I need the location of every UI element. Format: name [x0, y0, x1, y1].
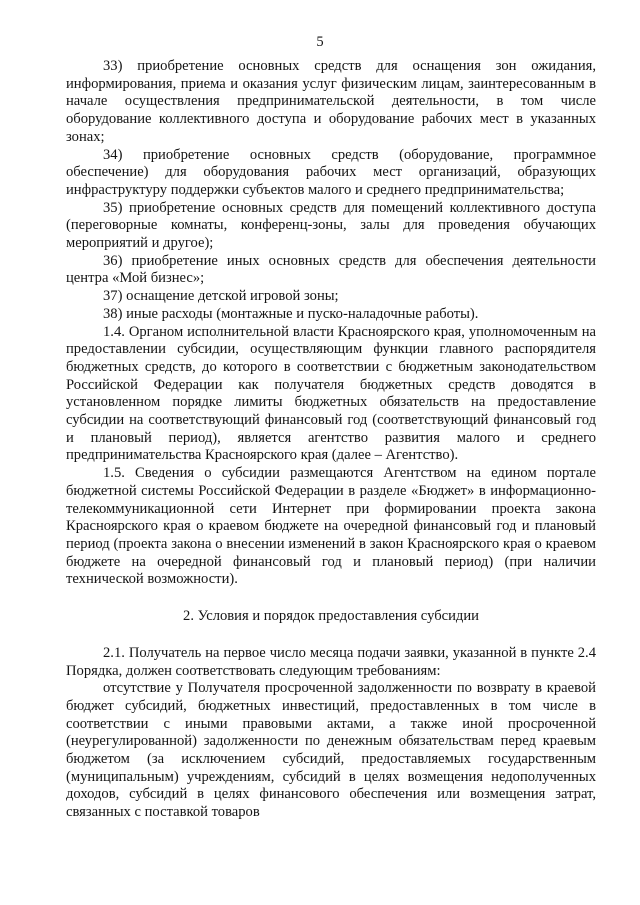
list-item-34: 34) приобретение основных средств (оборудование, программное обеспечение) для оборудования рабочих мест организаций, образующих инфраструктуру поддержки субъектов малого и среднего предпринимательства; [66, 146, 596, 198]
section-heading: 2. Условия и порядок предоставления субсидии [183, 608, 479, 625]
requirement-paragraph: отсутствие у Получателя просроченной задолженности по возврату в краевой бюджет субсидий, бюджетных инвестиций, предоставленных в том числе в соответствии с иными правовыми актами, а также иной просроченной (неурегулированной) задолженности по денежным обязательствам перед краевым бюджетом (за исключением субсидий, предоставляемых государственным (муниципальным) учреждениям, субсидий в целях возмещения недополученных доходов, субсидий в целях финансового обеспечения или возмещения затрат, связанных с поставкой товаров [66, 680, 596, 821]
list-item-35: 35) приобретение основных средств для помещений коллективного доступа (переговорные комнаты, конференц-зоны, залы для проведения обучающих мероприятий и другое); [66, 199, 596, 252]
list-item-36: 36) приобретение иных основных средств для обеспечения деятельности центра «Мой бизнес»; [66, 252, 596, 287]
document-body [66, 58, 596, 822]
clause-2-1: 2.1. Получатель на первое число месяца подачи заявки, указанной в пункте 2.4 Порядка, должен соответствовать следующим требованиям: [66, 644, 596, 679]
page-number: 5 [316, 34, 324, 50]
list-item-38: 38) иные расходы (монтажные и пуско-наладочные работы). [103, 305, 479, 322]
clause-1-4: 1.4. Органом исполнительной власти Красноярского края, уполномоченным на предоставлении субсидии, осуществляющим функции главного распорядителя бюджетных средств, до которого в соответствии с бюджетным законодательством Российской Федерации как получателя бюджетных средств доводятся в установленном порядке лимиты бюджетных обязательств на предоставление субсидии на соответствующий финансовый год (соответствующий финансовый год и плановый период), является агентство развития малого и среднего предпринимательства Красноярского края (далее – Агентство). [66, 323, 596, 464]
list-item-37: 37) оснащение детской игровой зоны; [103, 288, 339, 305]
list-item-33: 33) приобретение основных средств для оснащения зон ожидания, информирования, приема и оказания услуг физическим лицам, заинтересованным в начале осуществления предпринимательской деятельности, в том числе оборудование коллективного доступа и оборудование рабочих мест в указанных зонах; [66, 58, 596, 145]
clause-1-5: 1.5. Сведения о субсидии размещаются Агентством на едином портале бюджетной системы Российской Федерации в разделе «Бюджет» в информационно-телекоммуникационной сети Интернет при формировании проекта закона Красноярского края о краевом бюджете на очередной финансовый год и плановый период (проекта закона о внесении изменений в закон Красноярского края о краевом бюджете на очередной финансовый год и плановый период) (при наличии технической возможности). [66, 465, 596, 588]
